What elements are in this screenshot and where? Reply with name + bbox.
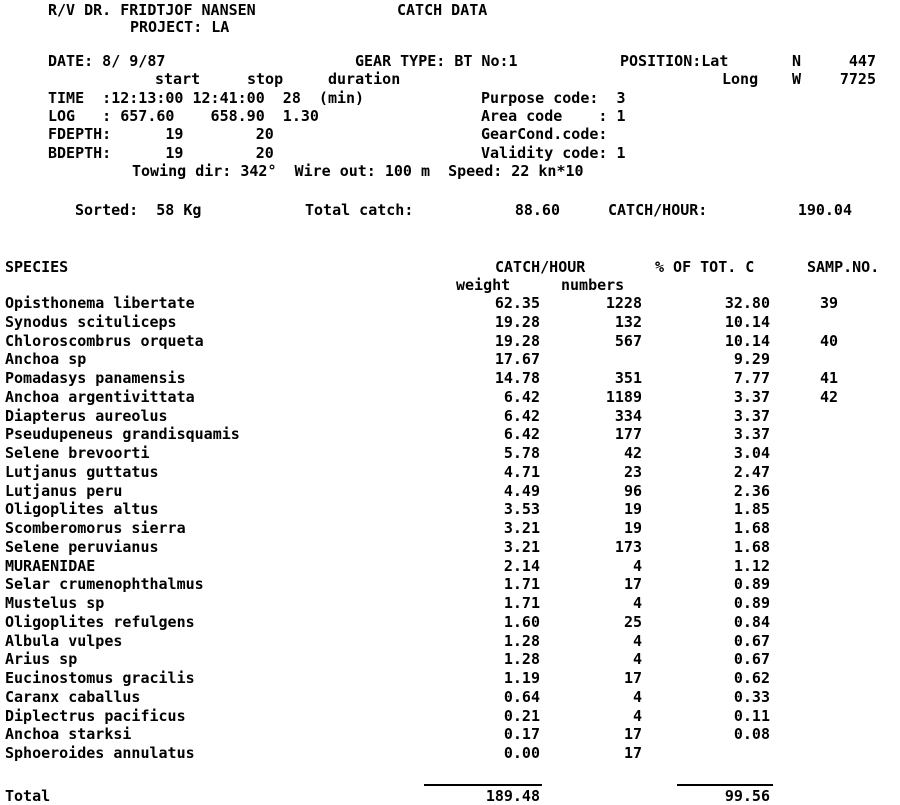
weight-cell: 1.28 bbox=[503, 632, 540, 650]
vessel-name: R/V DR. FRIDTJOF NANSEN bbox=[48, 1, 256, 19]
purpose-code: Purpose code: 3 bbox=[481, 89, 626, 107]
pct-cell: 3.04 bbox=[733, 444, 770, 462]
numbers-cell: 4 bbox=[632, 707, 642, 725]
species-name: Diplectrus pacificus bbox=[5, 707, 186, 725]
numbers-cell: 23 bbox=[623, 463, 642, 481]
lat-hemisphere: N bbox=[792, 52, 802, 70]
pct-cell: 2.47 bbox=[733, 463, 770, 481]
numbers-cell: 334 bbox=[614, 407, 642, 425]
weight-cell: 1.60 bbox=[503, 613, 540, 631]
bdepth-row: BDEPTH: 19 20 bbox=[48, 144, 274, 162]
total-catch-label: Total catch: bbox=[305, 201, 414, 219]
log-row: LOG : 657.60 658.90 1.30 bbox=[48, 107, 319, 125]
weight-cell: 3.21 bbox=[503, 519, 540, 537]
species-name: Selar crumenophthalmus bbox=[5, 575, 204, 593]
lat-value: 447 bbox=[848, 52, 876, 70]
weight-cell: 0.21 bbox=[503, 707, 540, 725]
weight-cell: 1.28 bbox=[503, 650, 540, 668]
weight-cell: 6.42 bbox=[503, 388, 540, 406]
pct-total-rule bbox=[677, 784, 773, 786]
weight-cell: 0.00 bbox=[503, 744, 540, 762]
species-name: Sphoeroides annulatus bbox=[5, 744, 195, 762]
pct-cell: 1.68 bbox=[733, 538, 770, 556]
pct-cell: 1.68 bbox=[733, 519, 770, 537]
area-code: Area code : 1 bbox=[481, 107, 626, 125]
sorted-weight: Sorted: 58 Kg bbox=[75, 201, 202, 219]
numbers-cell: 1189 bbox=[605, 388, 642, 406]
project-label: PROJECT: LA bbox=[130, 18, 230, 36]
pct-cell: 3.37 bbox=[733, 407, 770, 425]
pct-cell: 3.37 bbox=[733, 425, 770, 443]
numbers-cell: 132 bbox=[614, 313, 642, 331]
numbers-cell: 4 bbox=[632, 594, 642, 612]
numbers-cell: 19 bbox=[623, 519, 642, 537]
species-name: Anchoa sp bbox=[5, 350, 87, 368]
pct-cell: 0.89 bbox=[733, 594, 770, 612]
species-name: Opisthonema libertate bbox=[5, 294, 195, 312]
catch-hour-value: 190.04 bbox=[797, 201, 852, 219]
weight-cell: 1.19 bbox=[503, 669, 540, 687]
numbers-cell: 4 bbox=[632, 557, 642, 575]
weight-cell: 2.14 bbox=[503, 557, 540, 575]
numbers-cell: 4 bbox=[632, 650, 642, 668]
species-name: Lutjanus guttatus bbox=[5, 463, 159, 481]
species-name: Selene peruvianus bbox=[5, 538, 159, 556]
pct-cell: 1.12 bbox=[733, 557, 770, 575]
pct-cell: 2.36 bbox=[733, 482, 770, 500]
total-label: Total bbox=[5, 787, 51, 805]
species-name: Pomadasys panamensis bbox=[5, 369, 186, 387]
species-name: Oligoplites altus bbox=[5, 500, 159, 518]
numbers-cell: 42 bbox=[623, 444, 642, 462]
samp-cell: 40 bbox=[820, 332, 839, 350]
species-name: MURAENIDAE bbox=[5, 557, 96, 575]
pct-cell: 1.85 bbox=[733, 500, 770, 518]
pct-cell: 9.29 bbox=[733, 350, 770, 368]
weight-cell: 4.71 bbox=[503, 463, 540, 481]
pct-cell: 0.08 bbox=[733, 725, 770, 743]
weight-cell: 6.42 bbox=[503, 425, 540, 443]
numbers-cell: 17 bbox=[623, 744, 642, 762]
total-weight: 189.48 bbox=[485, 787, 540, 805]
long-hemisphere: W bbox=[792, 70, 802, 88]
species-name: Eucinostomus gracilis bbox=[5, 669, 195, 687]
weight-cell: 14.78 bbox=[494, 369, 540, 387]
weight-subheader: weight bbox=[456, 276, 511, 294]
pct-cell: 0.33 bbox=[733, 688, 770, 706]
pct-cell: 0.62 bbox=[733, 669, 770, 687]
time-row: TIME :12:13:00 12:41:00 28 (min) bbox=[48, 89, 365, 107]
weight-cell: 4.49 bbox=[503, 482, 540, 500]
numbers-cell: 173 bbox=[614, 538, 642, 556]
species-name: Pseudupeneus grandisquamis bbox=[5, 425, 240, 443]
weight-cell: 19.28 bbox=[494, 332, 540, 350]
pct-cell: 0.67 bbox=[733, 632, 770, 650]
long-value: 7725 bbox=[839, 70, 876, 88]
weight-cell: 0.64 bbox=[503, 688, 540, 706]
species-name: Arius sp bbox=[5, 650, 78, 668]
fdepth-row: FDEPTH: 19 20 bbox=[48, 125, 274, 143]
weight-cell: 0.17 bbox=[503, 725, 540, 743]
numbers-cell: 17 bbox=[623, 725, 642, 743]
numbers-cell: 17 bbox=[623, 575, 642, 593]
samp-cell: 39 bbox=[820, 294, 839, 312]
pct-cell: 10.14 bbox=[724, 332, 770, 350]
numbers-cell: 1228 bbox=[605, 294, 642, 312]
total-catch-value: 88.60 bbox=[514, 201, 560, 219]
numbers-cell: 4 bbox=[632, 688, 642, 706]
numbers-cell: 17 bbox=[623, 669, 642, 687]
numbers-cell: 4 bbox=[632, 632, 642, 650]
species-name: Oligoplites refulgens bbox=[5, 613, 195, 631]
gearcond-code: GearCond.code: bbox=[481, 125, 608, 143]
weight-cell: 62.35 bbox=[494, 294, 540, 312]
species-name: Caranx caballus bbox=[5, 688, 141, 706]
col-stop-label: stop bbox=[247, 70, 284, 88]
weight-cell: 3.53 bbox=[503, 500, 540, 518]
weight-cell: 5.78 bbox=[503, 444, 540, 462]
numbers-cell: 25 bbox=[623, 613, 642, 631]
numbers-cell: 567 bbox=[614, 332, 642, 350]
pct-cell: 0.67 bbox=[733, 650, 770, 668]
weight-cell: 6.42 bbox=[503, 407, 540, 425]
weight-cell: 17.67 bbox=[494, 350, 540, 368]
species-header: SPECIES bbox=[5, 258, 69, 276]
weight-cell: 1.71 bbox=[503, 575, 540, 593]
weight-cell: 1.71 bbox=[503, 594, 540, 612]
pct-cell: 3.37 bbox=[733, 388, 770, 406]
numbers-cell: 351 bbox=[614, 369, 642, 387]
species-name: Synodus scituliceps bbox=[5, 313, 177, 331]
numbers-cell: 19 bbox=[623, 500, 642, 518]
species-name: Scomberomorus sierra bbox=[5, 519, 186, 537]
species-name: Selene brevoorti bbox=[5, 444, 150, 462]
numbers-subheader: numbers bbox=[561, 276, 625, 294]
towing-info: Towing dir: 342° Wire out: 100 m Speed: 22 kn*10 bbox=[132, 162, 584, 180]
pct-cell: 7.77 bbox=[733, 369, 770, 387]
validity-code: Validity code: 1 bbox=[481, 144, 626, 162]
gear-type-field: GEAR TYPE: BT No:1 bbox=[355, 52, 518, 70]
col-duration-label: duration bbox=[328, 70, 401, 88]
pct-cell: 10.14 bbox=[724, 313, 770, 331]
numbers-cell: 96 bbox=[623, 482, 642, 500]
species-name: Anchoa starksi bbox=[5, 725, 132, 743]
weight-cell: 19.28 bbox=[494, 313, 540, 331]
species-name: Mustelus sp bbox=[5, 594, 105, 612]
pct-header: % OF TOT. C bbox=[655, 258, 755, 276]
catch-hour-header: CATCH/HOUR bbox=[495, 258, 586, 276]
samp-header: SAMP.NO. bbox=[807, 258, 880, 276]
position-label: POSITION:Lat bbox=[620, 52, 729, 70]
samp-cell: 41 bbox=[820, 369, 839, 387]
total-pct: 99.56 bbox=[724, 787, 770, 805]
numbers-cell: 177 bbox=[614, 425, 642, 443]
weight-total-rule bbox=[424, 784, 542, 786]
document-title: CATCH DATA bbox=[397, 1, 488, 19]
pct-cell: 0.11 bbox=[733, 707, 770, 725]
pct-cell: 32.80 bbox=[724, 294, 770, 312]
pct-cell: 0.84 bbox=[733, 613, 770, 631]
species-name: Lutjanus peru bbox=[5, 482, 123, 500]
long-label: Long bbox=[722, 70, 759, 88]
weight-cell: 3.21 bbox=[503, 538, 540, 556]
catch-hour-label: CATCH/HOUR: bbox=[608, 201, 708, 219]
species-name: Albula vulpes bbox=[5, 632, 123, 650]
species-name: Anchoa argentivittata bbox=[5, 388, 195, 406]
species-name: Diapterus aureolus bbox=[5, 407, 168, 425]
date-field: DATE: 8/ 9/87 bbox=[48, 52, 166, 70]
samp-cell: 42 bbox=[820, 388, 839, 406]
col-start-label: start bbox=[155, 70, 201, 88]
species-name: Chloroscombrus orqueta bbox=[5, 332, 204, 350]
pct-cell: 0.89 bbox=[733, 575, 770, 593]
